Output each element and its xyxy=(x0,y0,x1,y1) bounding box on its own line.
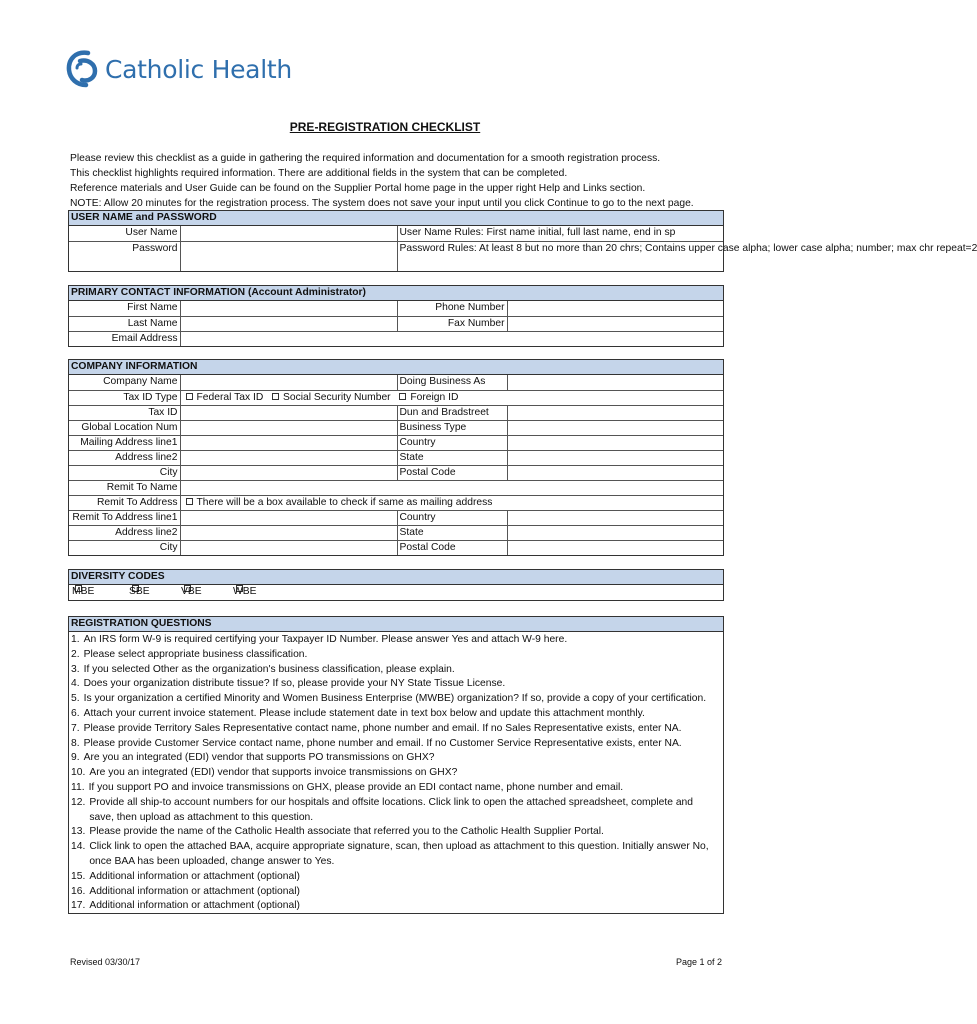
question-item xyxy=(71,692,720,707)
foreign-id-label: Foreign ID xyxy=(410,391,459,403)
diversity-options xyxy=(69,585,723,600)
question-text: Please select appropriate business classification. xyxy=(83,648,308,660)
country-label: Country xyxy=(397,435,507,450)
question-text: Additional information or attachment (optional) xyxy=(89,885,300,897)
question-number: 13. xyxy=(71,826,86,838)
duns-label: Dun and Bradstreet xyxy=(397,405,507,420)
question-item xyxy=(71,737,720,752)
question-item xyxy=(71,899,720,914)
remit-line2-field[interactable] xyxy=(180,525,397,540)
question-item xyxy=(71,870,720,885)
question-list xyxy=(69,632,723,914)
password-field[interactable] xyxy=(180,241,397,271)
intro-line: Reference materials and User Guide can be found on the Supplier Portal home page in the upper right Help and Links section. xyxy=(70,183,646,194)
duns-field[interactable] xyxy=(507,405,723,420)
intro-note: NOTE: Allow 20 minutes for the registration process. The system does not save your input until you click Continue to go to the next page. xyxy=(70,198,694,209)
question-item xyxy=(71,796,720,826)
question-item xyxy=(71,677,720,692)
ssn-checkbox[interactable] xyxy=(272,393,279,400)
fax-field[interactable] xyxy=(507,316,723,331)
question-number: 3. xyxy=(71,663,80,675)
same-as-mailing-checkbox[interactable] xyxy=(186,498,193,505)
question-number: 7. xyxy=(71,722,80,734)
password-rules: Password Rules: At least 8 but no more than 20 chrs; Contains upper case alpha; lower case alpha; number; max chr repeat=2 xyxy=(397,241,723,271)
question-item xyxy=(71,633,720,648)
question-number: 17. xyxy=(71,900,86,912)
question-number: 11. xyxy=(71,781,85,793)
question-text: Please provide Territory Sales Representative contact name, phone number and email. If no Sales Representative exists, enter NA. xyxy=(83,722,682,734)
remit-line2-label: Address line2 xyxy=(69,525,180,540)
question-text: An IRS form W-9 is required certifying your Taxpayer ID Number. Please answer Yes and attach W-9 here. xyxy=(83,634,568,645)
company-name-label: Company Name xyxy=(69,375,180,390)
remit-country-label: Country xyxy=(397,510,507,525)
user-name-label: User Name xyxy=(69,226,180,241)
remit-note-text: There will be a box available to check if same as mailing address xyxy=(196,496,493,508)
section-header: COMPANY INFORMATION xyxy=(69,360,723,375)
foreign-id-checkbox[interactable] xyxy=(399,393,406,400)
phone-label: Phone Number xyxy=(397,301,507,316)
dba-field[interactable] xyxy=(507,375,723,390)
user-name-rules: User Name Rules: First name initial, full last name, end in sp xyxy=(397,226,723,241)
question-item xyxy=(71,766,720,781)
question-text: Click link to open the attached BAA, acquire appropriate signature, scan, then upload as attachment to this question. Initially answer No, once BAA has been uploaded, change answer to Yes. xyxy=(89,841,709,867)
remit-city-label: City xyxy=(69,540,180,555)
question-item xyxy=(71,707,720,722)
intro-line: Please review this checklist as a guide in gathering the required information and documentation for a smooth registration process. xyxy=(70,153,661,164)
remit-line1-label: Remit To Address line1 xyxy=(69,510,180,525)
revised-date: Revised 03/30/17 xyxy=(70,957,141,967)
state-field[interactable] xyxy=(507,450,723,465)
question-number: 16. xyxy=(71,885,86,897)
question-number: 5. xyxy=(71,693,80,705)
last-name-label: Last Name xyxy=(69,316,180,331)
tax-id-label: Tax ID xyxy=(69,405,180,420)
question-text: Are you an integrated (EDI) vendor that supports PO transmissions on GHX? xyxy=(83,752,435,764)
section-header: REGISTRATION QUESTIONS xyxy=(69,617,723,632)
remit-postal-field[interactable] xyxy=(507,540,723,555)
question-text: Provide all ship-to account numbers for our hospitals and offsite locations. Click link to open the attached spreadsheet, complete and save, then upload as attachment to this question. xyxy=(89,796,693,823)
dba-label: Doing Business As xyxy=(397,375,507,390)
remit-state-label: State xyxy=(397,525,507,540)
tax-id-type-label: Tax ID Type xyxy=(69,390,180,405)
phone-field[interactable] xyxy=(507,301,723,316)
remit-address-label: Remit To Address xyxy=(69,495,180,510)
postal-code-field[interactable] xyxy=(507,465,723,480)
question-item xyxy=(71,825,720,840)
remit-address-note xyxy=(180,495,723,510)
question-item xyxy=(71,648,720,663)
remit-name-field[interactable] xyxy=(180,480,723,495)
question-item xyxy=(71,663,720,678)
business-type-label: Business Type xyxy=(397,420,507,435)
gln-field[interactable] xyxy=(180,420,397,435)
registration-section xyxy=(68,616,724,914)
postal-code-label: Postal Code xyxy=(397,465,507,480)
fax-label: Fax Number xyxy=(397,316,507,331)
question-text: Additional information or attachment (optional) xyxy=(89,900,300,912)
remit-line1-field[interactable] xyxy=(180,510,397,525)
question-number: 1. xyxy=(71,634,80,645)
question-number: 2. xyxy=(71,648,80,660)
mail-line2-label: Address line2 xyxy=(69,450,180,465)
question-text: Are you an integrated (EDI) vendor that supports invoice transmissions on GHX? xyxy=(89,767,458,779)
remit-postal-label: Postal Code xyxy=(397,540,507,555)
question-text: Please provide Customer Service contact name, phone number and email. If no Customer Service Representative exists, enter NA. xyxy=(83,737,682,749)
catholic-health-logo-icon xyxy=(66,49,102,89)
question-number: 10. xyxy=(71,767,86,779)
first-name-field[interactable] xyxy=(180,301,397,316)
mail-line1-label: Mailing Address line1 xyxy=(69,435,180,450)
federal-tax-id-label: Federal Tax ID xyxy=(196,391,264,403)
state-label: State xyxy=(397,450,507,465)
company-name-field[interactable] xyxy=(180,375,397,390)
question-text: Attach your current invoice statement. Please include statement date in text box below and update this attachment monthly. xyxy=(83,707,645,719)
email-field[interactable] xyxy=(180,331,723,346)
email-label: Email Address xyxy=(69,331,180,346)
password-label: Password xyxy=(69,241,180,271)
last-name-field[interactable] xyxy=(180,316,397,331)
federal-tax-id-checkbox[interactable] xyxy=(186,393,193,400)
business-type-field[interactable] xyxy=(507,420,723,435)
tax-id-type-options xyxy=(180,390,723,405)
gln-label: Global Location Num xyxy=(69,420,180,435)
question-text: Is your organization a certified Minority and Women Business Enterprise (MWBE) organization? If so, provide a copy of your certification. xyxy=(83,693,707,705)
question-text: If you selected Other as the organization's business classification, please explain. xyxy=(83,663,455,675)
intro-text xyxy=(70,151,730,211)
question-number: 15. xyxy=(71,870,86,882)
remit-name-label: Remit To Name xyxy=(69,480,180,495)
question-text: Please provide the name of the Catholic Health associate that referred you to the Catholic Health Supplier Portal. xyxy=(89,826,604,838)
mbe-label: MBE xyxy=(72,586,95,597)
intro-line: This checklist highlights required information. There are additional fields in the system that can be completed. xyxy=(70,168,568,179)
question-number: 6. xyxy=(71,707,80,719)
sbe-label: SBE xyxy=(129,586,150,597)
question-item xyxy=(71,781,720,796)
question-number: 14. xyxy=(71,841,86,853)
question-number: 9. xyxy=(71,752,80,764)
question-text: If you support PO and invoice transmissions on GHX, please provide an EDI contact name, phone number and email. xyxy=(88,781,624,793)
tax-id-field[interactable] xyxy=(180,405,397,420)
user-name-field[interactable] xyxy=(180,226,397,241)
question-number: 4. xyxy=(71,678,80,690)
city-label: City xyxy=(69,465,180,480)
remit-country-field[interactable] xyxy=(507,510,723,525)
question-item xyxy=(71,751,720,766)
diversity-section xyxy=(68,569,724,601)
question-number: 8. xyxy=(71,737,80,749)
section-header: DIVERSITY CODES xyxy=(69,570,723,585)
company-section xyxy=(68,359,724,556)
question-item xyxy=(71,722,720,737)
brand-name: Catholic Health xyxy=(105,54,292,84)
country-field[interactable] xyxy=(507,435,723,450)
user-section xyxy=(68,210,977,272)
first-name-label: First Name xyxy=(69,301,180,316)
ssn-label: Social Security Number xyxy=(283,391,391,403)
mail-line1-field[interactable] xyxy=(180,435,397,450)
section-header: PRIMARY CONTACT INFORMATION (Account Administrator) xyxy=(69,286,723,301)
question-text: Does your organization distribute tissue? If so, please provide your NY State Tissue License. xyxy=(83,678,506,690)
question-text: Additional information or attachment (optional) xyxy=(89,870,300,882)
mail-line2-field[interactable] xyxy=(180,450,397,465)
question-item xyxy=(71,840,720,870)
remit-state-field[interactable] xyxy=(507,525,723,540)
vbe-label: VBE xyxy=(181,586,202,597)
question-number: 12. xyxy=(71,796,86,808)
primary-contact-section xyxy=(68,285,724,347)
city-field[interactable] xyxy=(180,465,397,480)
section-header: USER NAME and PASSWORD xyxy=(69,211,723,226)
remit-city-field[interactable] xyxy=(180,540,397,555)
question-item xyxy=(71,885,720,900)
brand-logo xyxy=(66,48,292,90)
page-number: Page 1 of 2 xyxy=(676,957,723,967)
wbe-label: WBE xyxy=(233,586,257,597)
document-title: PRE-REGISTRATION CHECKLIST xyxy=(289,120,481,134)
